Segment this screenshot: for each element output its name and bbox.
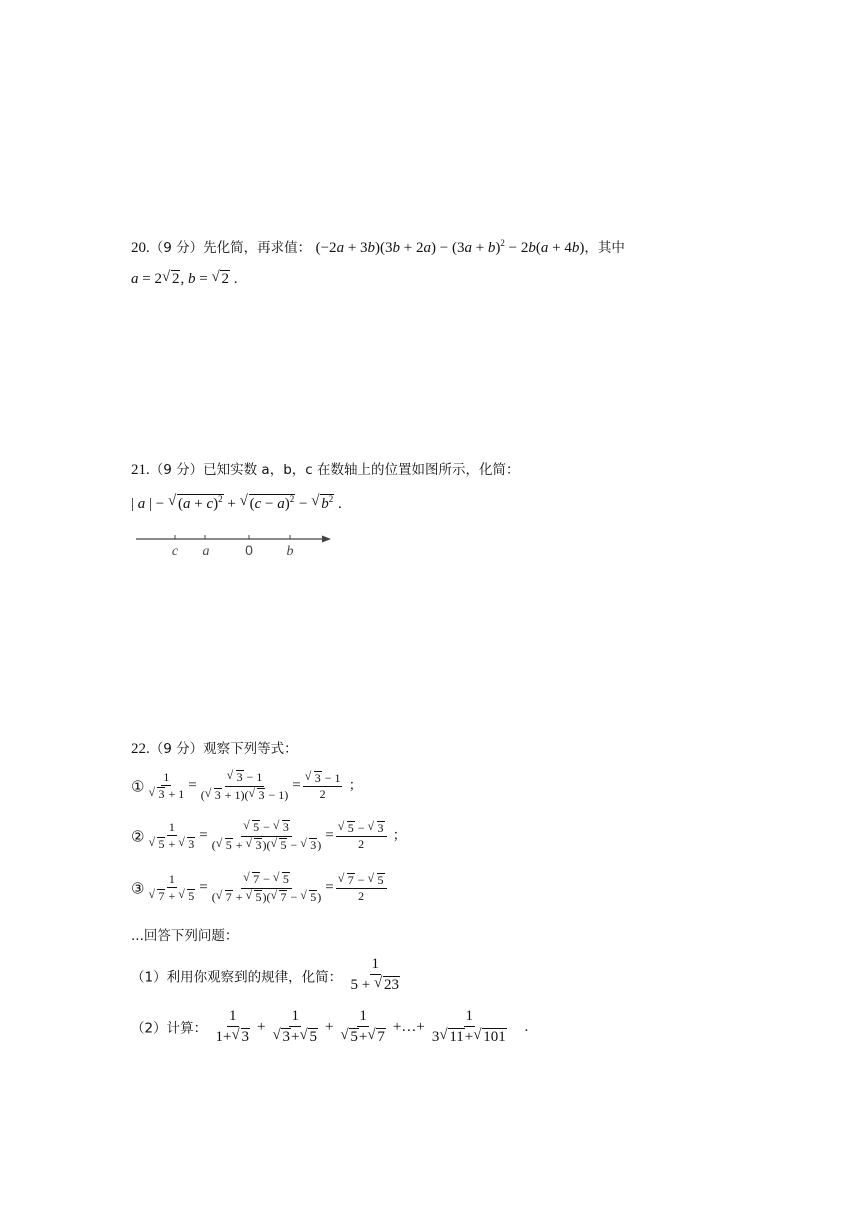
equation-1: ① 1 √ 3 + 1 = √ $\frac{3 - 1}{(√ 3 + 1)(√ 3 - 1)}$ = √ $\frac{3 - 1}{2}$ ； xyxy=(131,770,362,803)
number-line-figure xyxy=(130,528,340,560)
q20-expr-tail: ，其中 xyxy=(584,240,625,256)
q21-number: 21. xyxy=(131,462,150,478)
q22-part2 xyxy=(131,1008,528,1047)
q20-instruction: 先化简，再求值： xyxy=(203,240,312,256)
marker-1: ① xyxy=(131,777,145,796)
q21-text: 已知实数 a，b，c 在数轴上的位置如图所示，化简： xyxy=(203,462,520,478)
equation-2: ② 1 √ 5 + √ 3 = √ $\frac{5 - √ 3}{(√ 5 + √ 3)(√ 5 - √ 3)}$ = √ $\frac{5 - √ 3}{2}$ ； xyxy=(131,820,406,853)
q22-line1 xyxy=(131,737,298,758)
number-line-arrow xyxy=(322,536,331,543)
part1-label: （1）利用你观察到的规律，化简： xyxy=(131,969,343,986)
marker-3: ③ xyxy=(131,879,145,898)
q21-score: （9 分） xyxy=(149,462,204,478)
part2-sum: $\frac{1}{1+√ 3}$ + 1 √ 3+√ 5 + 1 √ 5+√ 7 +…+ $\frac{1}{3√ 11+√ 101}$ . xyxy=(212,1019,529,1035)
q20-number: 20. xyxy=(131,240,150,256)
q22-number: 22. xyxy=(131,741,150,757)
q22-score: （9 分） xyxy=(149,741,204,757)
equation-3: ③ 1 √ 7 + √ 5 = √ $\frac{7 - √ 5}{(√ 7 + √ 5)(√ 7 - √ 5)}$ = √ $\frac{7 - √ 5}{2}$ xyxy=(131,872,389,905)
q20-expression: $(-2a + 3b)(3b + 2a) - (3a + b)^2 - 2b(a + 4b)$ xyxy=(315,238,585,256)
part1-fraction: $\frac{1}{5 + √ 23}$ xyxy=(349,956,402,995)
part2-label: （2）计算： xyxy=(131,1020,208,1037)
q22-continuation: ...回答下列问题： xyxy=(131,928,239,944)
q20-line1 xyxy=(131,236,625,257)
axis-label-b: b xyxy=(286,544,294,559)
q22-instruction: 观察下列等式： xyxy=(203,741,298,757)
q22-part1 xyxy=(131,956,404,995)
marker-2: ② xyxy=(131,827,145,846)
q20-score: （9 分） xyxy=(149,240,204,256)
axis-label-0: 0 xyxy=(245,542,253,558)
q21-expression: | a | − √ $(a + c)^2$ + √ $(c - a)^2$ − √ $b^2$ . xyxy=(131,494,342,513)
axis-label-a: a xyxy=(202,544,210,559)
q21-line1 xyxy=(131,458,520,479)
axis-label-c: c xyxy=(171,544,179,559)
q20-given-values: a = 2√ 2, b = √ 2 . xyxy=(131,270,237,288)
